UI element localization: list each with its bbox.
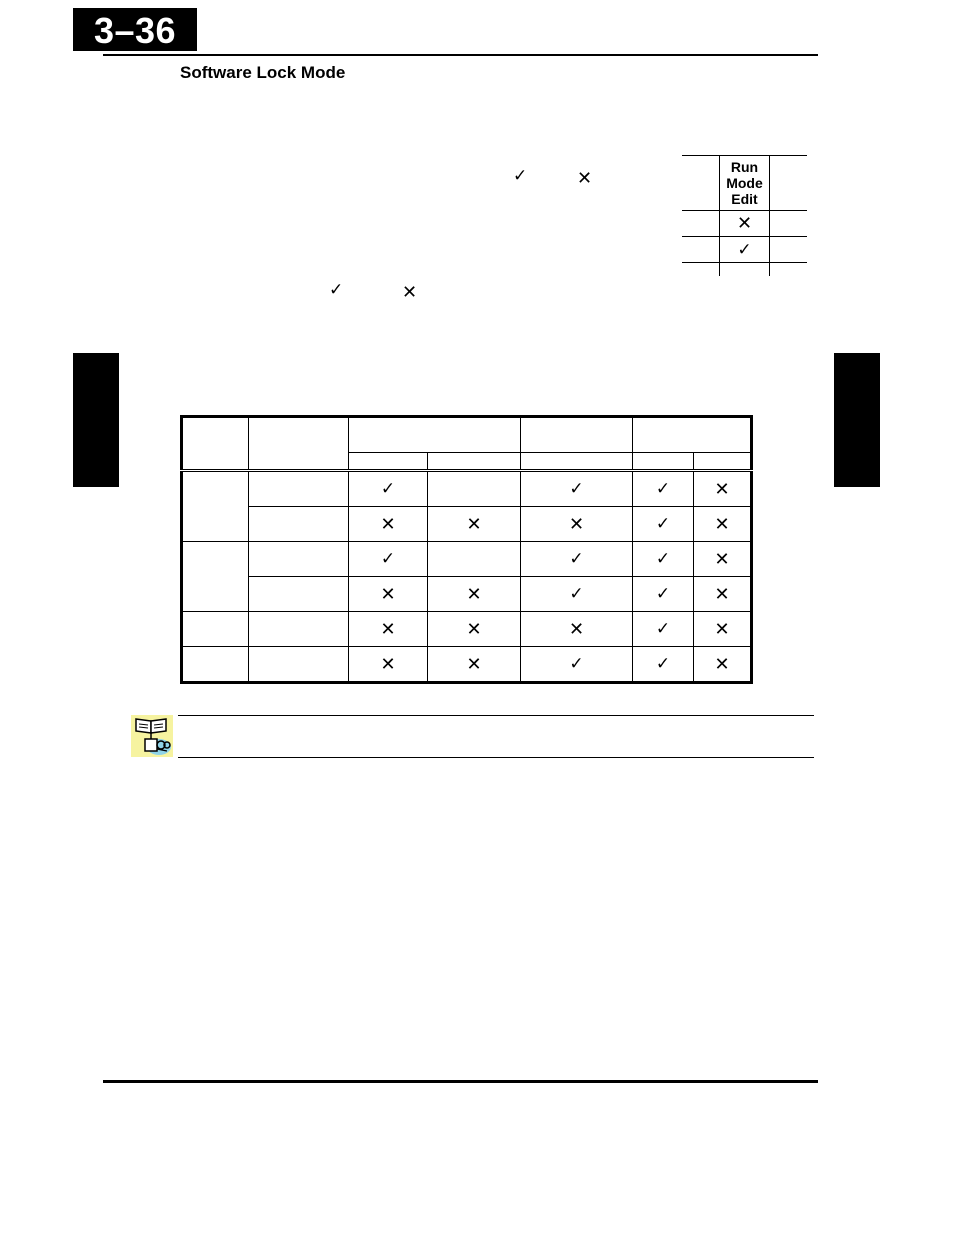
note-book-icon (131, 715, 173, 757)
check-icon: ✓ (633, 647, 694, 683)
mode-cell (182, 542, 249, 612)
run-mode-edit-header: Run Mode Edit (720, 156, 770, 211)
check-icon: ✓ (521, 471, 633, 507)
cross-icon: ✕ (349, 647, 428, 683)
footer-rule (103, 1080, 818, 1083)
mode-cell (182, 471, 249, 542)
mini-cell (770, 237, 808, 263)
mini-cell (682, 237, 720, 263)
page-number: 3–36 (73, 8, 197, 51)
header-group-cell (521, 417, 633, 453)
cross-icon: ✕ (349, 507, 428, 542)
inline-cross-icon: ✕ (402, 282, 418, 303)
mode-cell (182, 647, 249, 683)
note-rule-top (178, 715, 814, 716)
cross-icon: ✕ (428, 647, 521, 683)
cross-icon: ✕ (349, 577, 428, 612)
mini-cell (770, 211, 808, 237)
cross-icon: ✕ (428, 577, 521, 612)
table-cell (428, 542, 521, 577)
check-icon: ✓ (633, 577, 694, 612)
run-mode-edit-table (682, 155, 807, 276)
cross-icon: ✕ (428, 612, 521, 647)
subheader-cell (521, 453, 633, 471)
cross-icon: ✕ (521, 507, 633, 542)
subheader-cell (633, 453, 694, 471)
check-icon: ✓ (633, 542, 694, 577)
table-cell (428, 471, 521, 507)
cross-icon: ✕ (720, 211, 770, 237)
header-group-cell (633, 417, 752, 453)
cross-icon: ✕ (428, 507, 521, 542)
check-icon: ✓ (349, 471, 428, 507)
inline-check-icon: ✓ (513, 166, 528, 186)
check-icon: ✓ (521, 542, 633, 577)
cross-icon: ✕ (521, 612, 633, 647)
setting-cell (249, 542, 349, 577)
check-icon: ✓ (633, 612, 694, 647)
subheader-cell (694, 453, 752, 471)
setting-cell (249, 647, 349, 683)
cross-icon: ✕ (694, 647, 752, 683)
section-title: Software Lock Mode (180, 63, 346, 82)
chapter-tab-right (834, 353, 880, 487)
setting-cell (249, 612, 349, 647)
setting-cell (249, 507, 349, 542)
setting-cell (249, 577, 349, 612)
header-group-cell (349, 417, 521, 453)
cross-icon: ✕ (349, 612, 428, 647)
chapter-tab-left (73, 353, 119, 487)
inline-check-icon: ✓ (329, 280, 344, 300)
subheader-cell (428, 453, 521, 471)
mini-cell (770, 263, 808, 277)
subheader-cell (349, 453, 428, 471)
header-cell (249, 417, 349, 471)
check-icon: ✓ (633, 471, 694, 507)
cross-icon: ✕ (694, 471, 752, 507)
header-rule (103, 54, 818, 56)
mini-cell (720, 263, 770, 277)
mini-cell (682, 263, 720, 277)
mini-cell (682, 211, 720, 237)
check-icon: ✓ (633, 507, 694, 542)
note-rule-bottom (178, 757, 814, 758)
check-icon: ✓ (521, 647, 633, 683)
header-cell (182, 417, 249, 471)
cross-icon: ✕ (694, 542, 752, 577)
check-icon: ✓ (349, 542, 428, 577)
mini-header-cell (770, 156, 808, 211)
check-icon: ✓ (521, 577, 633, 612)
software-lock-table (180, 415, 753, 684)
inline-cross-icon: ✕ (577, 168, 593, 189)
mini-header-cell (682, 156, 720, 211)
cross-icon: ✕ (694, 577, 752, 612)
mode-cell (182, 612, 249, 647)
setting-cell (249, 471, 349, 507)
cross-icon: ✕ (694, 612, 752, 647)
check-icon: ✓ (720, 237, 770, 263)
cross-icon: ✕ (694, 507, 752, 542)
